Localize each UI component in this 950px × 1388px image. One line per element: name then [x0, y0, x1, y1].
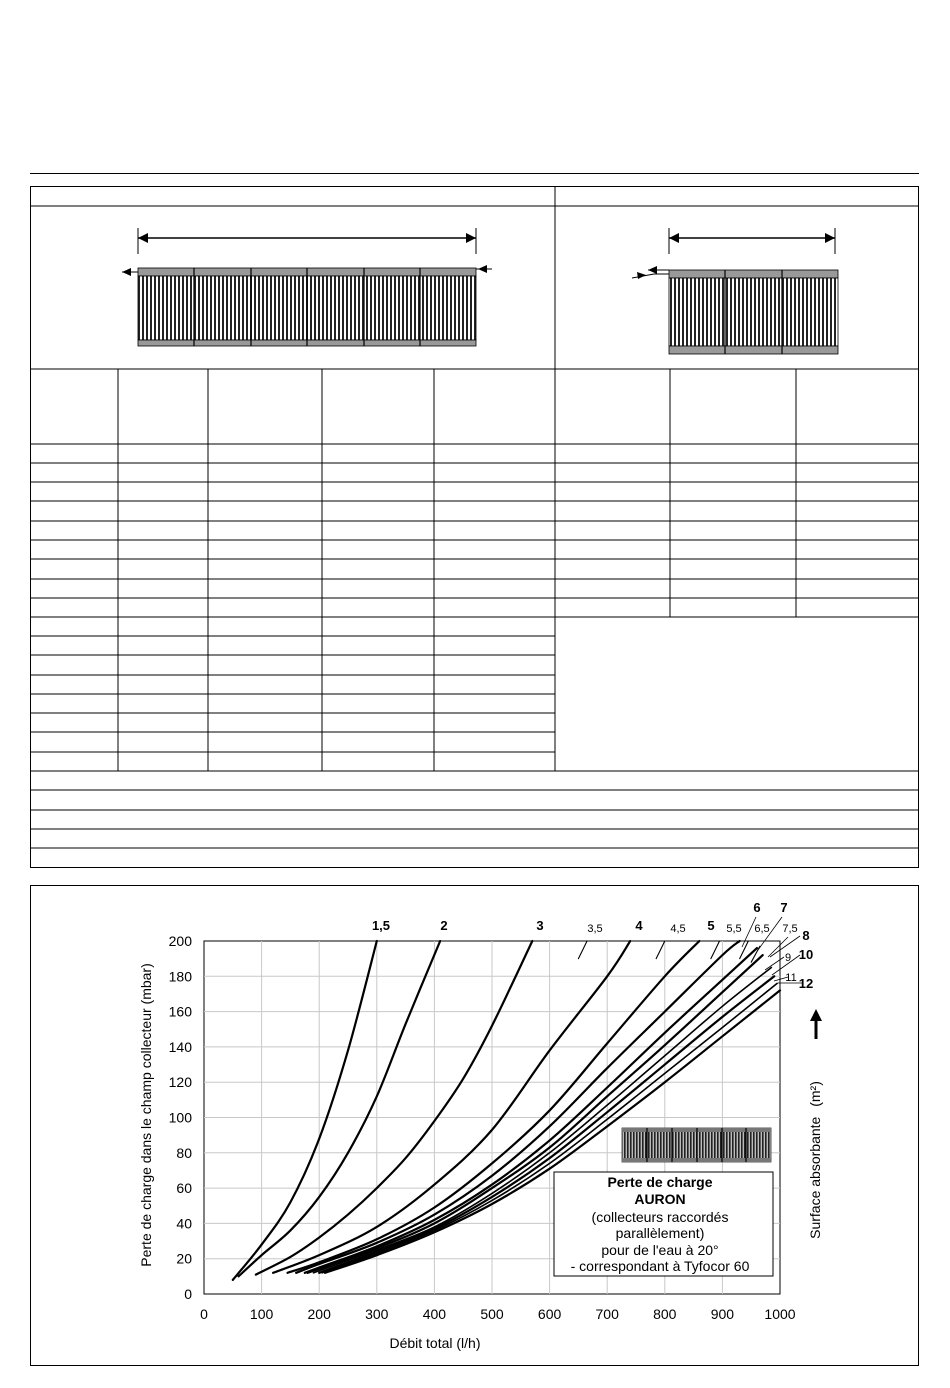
collector-diagram-3-modules: [632, 228, 838, 354]
specification-table: [30, 186, 919, 868]
y-tick-label: 120: [168, 1074, 192, 1091]
legend-title: Perte de charge: [607, 1174, 713, 1190]
right-axis-label-unit: (m²): [807, 1081, 823, 1107]
series-label: 1,5: [371, 918, 391, 933]
series-label: 11: [785, 972, 797, 984]
y-tick-label: 40: [176, 1215, 192, 1232]
series-label: 3,5: [587, 923, 603, 935]
x-tick-label: 700: [595, 1306, 619, 1322]
x-tick-label: 800: [653, 1306, 677, 1322]
y-tick-label: 140: [168, 1038, 192, 1055]
x-tick-label: 500: [480, 1306, 504, 1322]
top-rule: [30, 173, 919, 174]
chart-legend: [554, 1172, 773, 1276]
series-label: 4: [635, 918, 643, 933]
series-label: 7: [780, 900, 788, 915]
x-tick-label: 200: [307, 1306, 331, 1322]
legend-product: AURON: [634, 1191, 686, 1207]
pressure-loss-chart: [30, 885, 919, 1366]
y-tick-label: 200: [168, 933, 192, 949]
series-label: 9: [784, 952, 792, 964]
right-axis-label: [807, 1081, 823, 1239]
y-tick-label: 100: [168, 1109, 192, 1126]
x-tick-label: 400: [422, 1306, 447, 1322]
table-grid: [30, 186, 919, 868]
collector-diagram-6-modules: [122, 228, 492, 346]
y-tick-label: 180: [168, 968, 192, 985]
series-label: 2: [440, 918, 448, 933]
x-tick-label: 0: [200, 1306, 208, 1322]
series-label: 6: [753, 900, 761, 915]
right-axis-label-text: Surface absorbante: [807, 1116, 823, 1239]
legend-line-1: (collecteurs raccordés: [591, 1209, 729, 1225]
y-tick-label: 160: [168, 1003, 192, 1020]
series-label: 10: [798, 947, 814, 962]
chart-frame: [30, 885, 919, 1366]
legend-line-3: pour de l'eau à 20°: [601, 1242, 719, 1258]
collector-inset-icon: [622, 1128, 771, 1162]
x-axis-label: Débit total (l/h): [389, 1335, 481, 1351]
y-tick-label: 80: [176, 1144, 192, 1161]
x-tick-label: 600: [537, 1306, 562, 1322]
x-tick-label: 900: [710, 1306, 735, 1322]
y-tick-label: 20: [176, 1250, 192, 1267]
y-tick-label: 60: [176, 1180, 192, 1197]
y-tick-label: 0: [184, 1286, 192, 1302]
svg-text:Surface absorbante (m²: [807, 1081, 823, 1239]
x-tick-label: 300: [365, 1306, 389, 1322]
legend-line-4: - correspondant à Tyfocor 60: [570, 1258, 750, 1274]
series-label: 6,5: [754, 923, 770, 935]
series-label: 4,5: [670, 923, 686, 935]
legend-line-2: parallèlement): [615, 1225, 705, 1241]
series-label: 5,5: [726, 923, 742, 935]
series-label: 3: [536, 918, 544, 933]
series-label: 8: [802, 928, 810, 943]
series-label: 5: [707, 918, 715, 933]
x-tick-label: 1000: [764, 1306, 796, 1322]
x-tick-label: 100: [249, 1306, 274, 1322]
series-label: 12: [798, 976, 814, 991]
series-label: 7,5: [782, 923, 798, 935]
y-axis-label: Perte de charge dans le champ collecteur (mbar): [138, 963, 154, 1267]
